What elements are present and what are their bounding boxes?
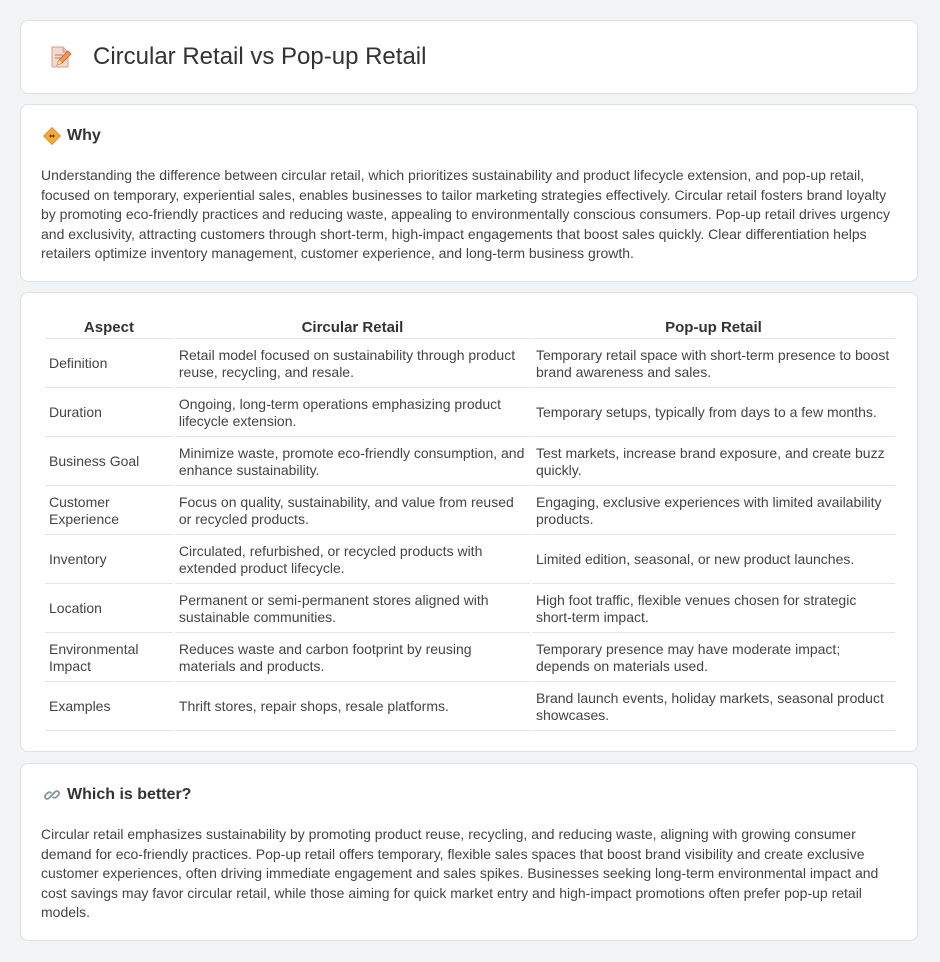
- popup-cell: Engaging, exclusive experiences with limited availability products.: [532, 488, 895, 535]
- page-title: Circular Retail vs Pop-up Retail: [93, 43, 427, 70]
- table-header-row: [45, 315, 895, 339]
- why-header: [43, 127, 101, 145]
- aspect-cell: Business Goal: [45, 439, 173, 486]
- comparison-section: [20, 292, 918, 752]
- aspect-cell: Inventory: [45, 537, 173, 584]
- aspect-cell: Customer Experience: [45, 488, 173, 535]
- which-better-section: [20, 763, 918, 941]
- table-row: [45, 488, 895, 535]
- why-text: Understanding the difference between circular retail, which prioritizes sustainability and product lifecycle extension, and pop-up retail, focused on temporary, experiential sales, enables businesses to tailor marketing strategies effectively. Circular retail fosters brand loyalty by promoting eco-friendly practices and reducing waste, appealing to environmentally conscious consumers. Pop-up retail drives urgency and exclusivity, attracting customers through short-term, high-impact engagements that boost sales quickly. Clear differentiation helps retailers optimize inventory management, customer experience, and long-term business growth.: [41, 167, 890, 262]
- why-title: Why: [67, 127, 101, 144]
- circular-cell: Reduces waste and carbon footprint by reusing materials and products.: [175, 635, 530, 682]
- aspect-cell: Environmental Impact: [45, 635, 173, 682]
- link-icon: [43, 786, 61, 804]
- aspect-cell: Examples: [45, 684, 173, 731]
- document-pencil-icon: [47, 44, 73, 70]
- better-header: [43, 786, 191, 804]
- header-aspect: Aspect: [45, 315, 173, 339]
- aspect-cell: Definition: [45, 341, 173, 388]
- popup-cell: Test markets, increase brand exposure, and create buzz quickly.: [532, 439, 895, 486]
- diamond-arrows-icon: [43, 127, 61, 145]
- aspect-cell: Location: [45, 586, 173, 633]
- popup-cell: Limited edition, seasonal, or new product launches.: [532, 537, 895, 584]
- comparison-table: [43, 313, 897, 733]
- circular-cell: Minimize waste, promote eco-friendly consumption, and enhance sustainability.: [175, 439, 530, 486]
- better-title: Which is better?: [67, 786, 192, 803]
- table-row: [45, 537, 895, 584]
- circular-cell: Ongoing, long-term operations emphasizing product lifecycle extension.: [175, 390, 530, 437]
- popup-cell: Brand launch events, holiday markets, seasonal product showcases.: [532, 684, 895, 731]
- table-row: [45, 390, 895, 437]
- table-row: [45, 635, 895, 682]
- table-row: [45, 439, 895, 486]
- aspect-cell: Duration: [45, 390, 173, 437]
- popup-cell: Temporary setups, typically from days to a few months.: [532, 390, 895, 437]
- header-circular: Circular Retail: [175, 315, 530, 339]
- circular-cell: Focus on quality, sustainability, and value from reused or recycled products.: [175, 488, 530, 535]
- table-row: [45, 684, 895, 731]
- better-text: Circular retail emphasizes sustainability by promoting product reuse, recycling, and reducing waste, aligning with growing consumer demand for eco-friendly practices. Pop-up retail offers temporary, flexible sales spaces that boost brand visibility and create exclusive customer experiences, often driving immediate engagement and sales spikes. Businesses seeking long-term environmental impact and cost savings may favor circular retail, while those aiming for quick market entry and high-impact promotions often prefer pop-up retail models.: [41, 826, 879, 921]
- circular-cell: Circulated, refurbished, or recycled products with extended product lifecycle.: [175, 537, 530, 584]
- why-section: [20, 104, 918, 282]
- circular-cell: Thrift stores, repair shops, resale platforms.: [175, 684, 530, 731]
- popup-cell: Temporary retail space with short-term presence to boost brand awareness and sales.: [532, 341, 895, 388]
- title-card: [20, 20, 918, 94]
- circular-cell: Retail model focused on sustainability through product reuse, recycling, and resale.: [175, 341, 530, 388]
- header-popup: Pop-up Retail: [532, 315, 895, 339]
- table-row: [45, 341, 895, 388]
- circular-cell: Permanent or semi-permanent stores aligned with sustainable communities.: [175, 586, 530, 633]
- table-row: [45, 586, 895, 633]
- popup-cell: High foot traffic, flexible venues chosen for strategic short-term impact.: [532, 586, 895, 633]
- popup-cell: Temporary presence may have moderate impact; depends on materials used.: [532, 635, 895, 682]
